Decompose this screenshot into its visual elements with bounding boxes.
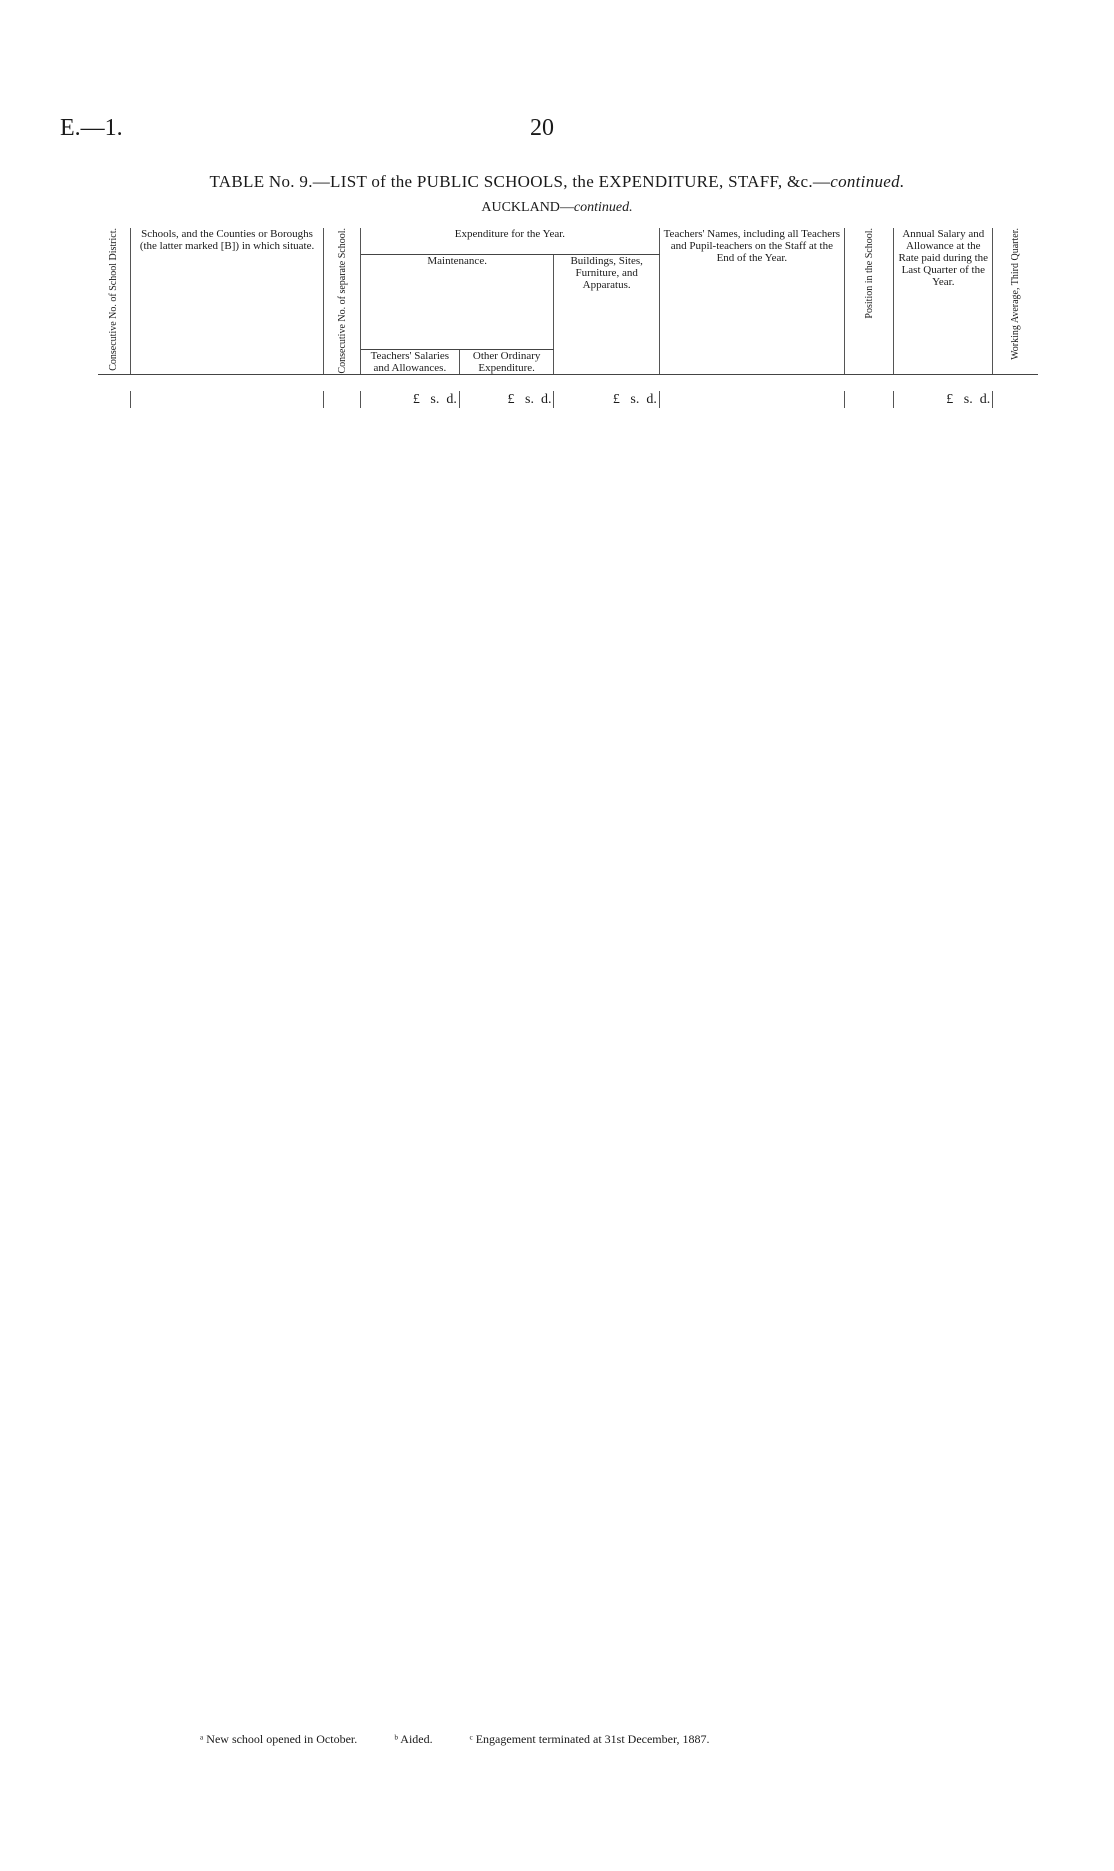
col-school-no: Consecutive No. of separate School. [324,228,361,374]
table-title-main: TABLE No. 9.—LIST of the PUBLIC SCHOOLS, the EXPENDITURE, STAFF, &c.— [209,172,831,191]
empty-cell [659,391,844,408]
currency-units-row [98,391,1038,408]
empty-cell [993,391,1038,408]
currency-units: £ s. d. [360,391,459,408]
region-continued: continued. [573,200,633,215]
currency-units: £ s. d. [894,391,993,408]
schools-table [98,228,1038,408]
col-position: Position in the School. [844,228,893,374]
col-other-expenditure: Other Ordinary Expenditure. [459,349,554,374]
col-expenditure: Expenditure for the Year. [360,228,659,255]
footnote-c: ᶜ Engagement terminated at 31st December, 1887. [469,1732,710,1746]
col-working-average: Working Average, Third Quarter. [993,228,1038,374]
empty-cell [98,391,130,408]
footnote-b: ᵇ Aided. [394,1732,433,1746]
table-title [0,172,1114,192]
table-title-continued: continued. [830,172,905,191]
footnote-a: ᵃ New school opened in October. [200,1732,358,1746]
col-annual-salary: Annual Salary and Allowance at the Rate paid during the Last Quarter of the Year. [894,228,993,374]
page-number: 20 [530,115,554,141]
col-schools: Schools, and the Counties or Boroughs (the latter marked [B]) in which situate. [130,228,324,374]
region-name: AUCKLAND— [481,200,574,215]
col-buildings: Buildings, Sites, Furniture, and Apparatus. [554,255,659,375]
footnotes [200,1732,743,1747]
col-district-no: Consecutive No. of School District. [98,228,130,374]
region-subtitle [0,200,1114,216]
empty-cell [844,391,893,408]
col-maintenance: Maintenance. [360,255,554,350]
col-salaries: Teachers' Salaries and Allowances. [360,349,459,374]
currency-units: £ s. d. [459,391,554,408]
row-spacer [98,374,1038,391]
currency-units: £ s. d. [554,391,659,408]
col-teachers: Teachers' Names, including all Teachers and Pupil-teachers on the Staff at the End of the Year. [659,228,844,374]
empty-cell [130,391,324,408]
empty-cell [324,391,361,408]
page-code: E.—1. [60,115,123,141]
auckland-rows [98,374,1038,408]
